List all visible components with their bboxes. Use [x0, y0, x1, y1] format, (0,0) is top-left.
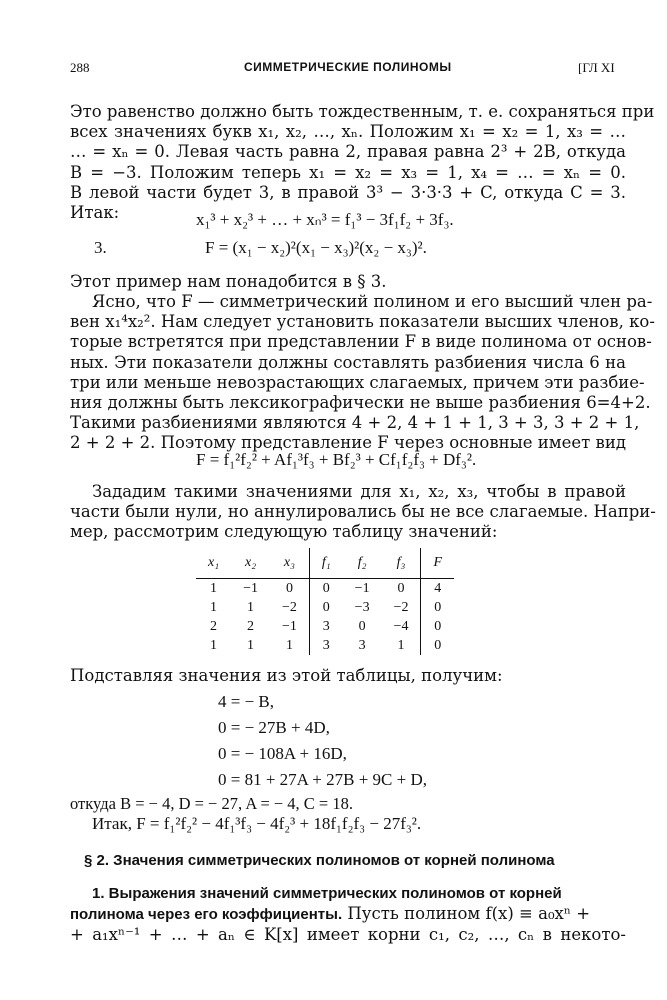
table-cell: −1	[243, 580, 258, 596]
text-line: B = −3. Положим теперь x₁ = x₂ = x₃ = 1, x₄ = … = xₙ = 0.	[70, 162, 626, 182]
text-line: В левой части будет 3, в правой 3³ − 3·3·3 + C, откуда C = 3.	[70, 182, 626, 202]
item-number: 3.	[94, 238, 107, 257]
text-line: ния должны быть лексикографически не выше разбиения 6=4+2.	[70, 393, 651, 413]
discriminant-formula: F = (x₁ − x₂)²(x₁ − x₃)²(x₂ − x₃)².	[205, 238, 427, 257]
paragraph-partitions	[70, 292, 655, 454]
table-cell: 3	[358, 637, 366, 653]
table-cell: 0	[421, 636, 454, 655]
text-line: Итак:	[70, 203, 120, 223]
table-cell: 0	[358, 618, 366, 634]
representation-formula: F = f₁²f₂² + Af₁³f₃ + Bf₂³ + Cf₁f₂f₃ + Df₃².	[196, 450, 477, 469]
column-header: F	[421, 548, 454, 579]
equation: 4 = − B,	[218, 692, 275, 711]
table-cell: 1	[247, 599, 255, 615]
table-cell: −3	[354, 599, 370, 615]
section-heading: § 2. Значения симметрических полиномов от корней полинома	[84, 852, 555, 869]
result-values: откуда B = − 4, D = − 27, A = − 4, C = 18.	[70, 794, 353, 813]
power-sum-formula: x₁³ + x₂³ + … + xₙ³ = f₁³ − 3f₁f₂ + 3f₃.	[196, 210, 454, 229]
text-line: ных. Эти показатели должны составлять разбиения числа 6 на	[70, 352, 626, 372]
text-line: … = xₙ = 0. Левая часть равна 2, правая равна 2³ + 2B, откуда	[70, 142, 626, 162]
table-cell: −4	[393, 618, 409, 634]
text-line: мер, рассмотрим следующую таблицу значений:	[70, 522, 498, 542]
table-cell: 0	[397, 580, 405, 596]
text-line: части были нули, но аннулировались бы не все слагаемые. Напри-	[70, 502, 656, 522]
page-number: 288	[70, 60, 90, 75]
equation: 0 = 81 + 27A + 27B + 9C + D,	[218, 770, 427, 789]
table-cell: 2	[210, 618, 218, 634]
paragraph-reference	[70, 272, 626, 292]
equation: 0 = − 108A + 16D,	[218, 744, 347, 763]
equation: 0 = − 27B + 4D,	[218, 718, 330, 737]
table-cell: 0	[309, 579, 342, 599]
table-cell: −1	[282, 618, 297, 634]
text-line: Это равенство должно быть тождественным, т. е. сохраняться при	[70, 102, 655, 121]
subsection-heading-cont: полинома через его коэффициенты.	[70, 906, 343, 924]
table-row	[196, 617, 454, 636]
paragraph-table-intro	[70, 482, 656, 543]
column-header: x₁	[196, 548, 231, 579]
running-header	[0, 60, 667, 82]
table-cell: 0	[285, 580, 293, 596]
table-row	[196, 636, 454, 655]
text-line: торые встретятся при представлении F в виде полинома от основ-	[70, 332, 652, 352]
table-row	[196, 579, 454, 599]
text-line: + a₁xⁿ⁻¹ + … + aₙ ∈ K[x] имеет корни c₁, c₂, …, cₙ в некото-	[70, 925, 626, 945]
column-header: f₃	[382, 548, 421, 579]
table-cell: 1	[285, 637, 293, 653]
paragraph-identity	[70, 102, 655, 223]
text-line: Подставляя значения из этой таблицы, получим:	[70, 666, 503, 685]
table-cell: −2	[393, 599, 409, 615]
text-line: 2 + 2 + 2. Поэтому представление F через основные имеет вид	[70, 433, 626, 453]
table-cell: 3	[309, 636, 342, 655]
text-fragment: Пусть полином f(x) ≡ a₀xⁿ +	[342, 904, 591, 924]
table-cell: 1	[210, 599, 218, 615]
table-cell: 2	[247, 618, 255, 634]
table-cell: 1	[210, 637, 218, 653]
column-header: f₂	[343, 548, 382, 579]
table-cell: −2	[282, 599, 297, 615]
column-header: f₁	[309, 548, 342, 579]
table-cell: −1	[354, 580, 370, 596]
text-line: три или меньше невозрастающих слагаемых, причем эти разбие-	[70, 372, 645, 392]
table-cell: 1	[210, 580, 218, 596]
running-title: СИММЕТРИЧЕСКИЕ ПОЛИНОМЫ	[244, 60, 452, 74]
table-cell: 0	[421, 617, 454, 636]
table-cell: 1	[247, 637, 255, 653]
text-line: вен x₁⁴x₂². Нам следует установить показатели высших членов, ко-	[70, 312, 655, 332]
table-cell: 4	[421, 579, 454, 599]
table-header-row	[196, 548, 454, 579]
text-line: Такими разбиениями являются 4 + 2, 4 + 1 + 1, 3 + 3, 3 + 2 + 1,	[70, 413, 640, 433]
text-line: Ясно, что F — симметрический полином и его высший член ра-	[92, 292, 653, 311]
table-cell: 3	[309, 617, 342, 636]
table-cell: 0	[309, 598, 342, 617]
paragraph-subsection	[70, 884, 626, 946]
column-header: x₃	[270, 548, 309, 579]
chapter-label: [ГЛ XI	[578, 60, 615, 75]
values-table	[196, 548, 454, 655]
subsection-heading: 1. Выражения значений симметрических полиномов от корней	[92, 885, 562, 902]
result-formula: Итак, F = f₁²f₂² − 4f₁³f₃ − 4f₂³ + 18f₁f₂f₃ − 27f₃².	[92, 814, 422, 833]
text-line: Зададим такими значениями для x₁, x₂, x₃, чтобы в правой	[92, 482, 626, 501]
column-header: x₂	[231, 548, 270, 579]
table-row	[196, 598, 454, 617]
text-line: всех значениях букв x₁, x₂, …, xₙ. Положим x₁ = x₂ = 1, x₃ = …	[70, 122, 626, 142]
paragraph-substitution	[70, 666, 626, 686]
table-cell: 0	[421, 598, 454, 617]
text-line	[70, 904, 626, 925]
text-line: Этот пример нам понадобится в § 3.	[70, 272, 387, 291]
table-cell: 1	[397, 637, 405, 653]
